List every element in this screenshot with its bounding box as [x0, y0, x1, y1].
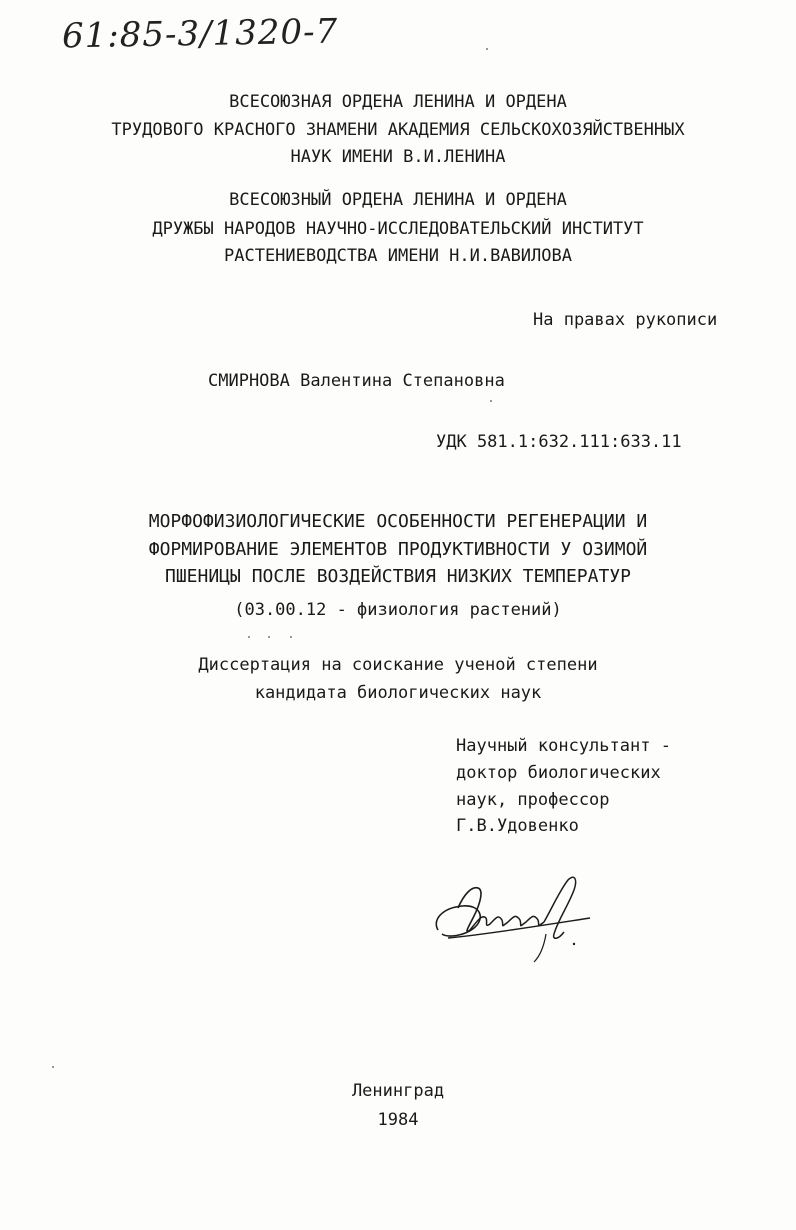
year: 1984 — [377, 1110, 419, 1130]
title-line-2: ФОРМИРОВАНИЕ ЭЛЕМЕНТОВ ПРОДУКТИВНОСТИ У ОЗИМОЙ — [148, 539, 648, 560]
scan-speck — [248, 636, 250, 638]
title-line-1: МОРФОФИЗИОЛОГИЧЕСКИЕ ОСОБЕННОСТИ РЕГЕНЕРАЦИИ И — [148, 511, 648, 532]
title-line-3: ПШЕНИЦЫ ПОСЛЕ ВОЗДЕЙСТВИЯ НИЗКИХ ТЕМПЕРАТУР — [165, 566, 631, 587]
institute-line-2: ДРУЖБЫ НАРОДОВ НАУЧНО-ИССЛЕДОВАТЕЛЬСКИЙ ИНСТИТУТ — [152, 219, 644, 239]
academy-line-3: НАУК ИМЕНИ В.И.ЛЕНИНА — [290, 147, 506, 167]
scan-speck — [290, 636, 292, 638]
signature-image — [428, 868, 598, 968]
udc-code: УДК 581.1:632.111:633.11 — [436, 432, 682, 452]
scan-speck — [486, 48, 488, 50]
institute-line-3: РАСТЕНИЕВОДСТВА ИМЕНИ Н.И.ВАВИЛОВА — [224, 246, 572, 266]
scan-speck — [52, 1066, 54, 1068]
city: Ленинград — [351, 1081, 445, 1101]
scan-speck — [490, 400, 492, 402]
scan-speck — [268, 636, 270, 638]
consultant-line-1: Научный консультант - — [456, 736, 671, 756]
specialty: (03.00.12 - физиология растений) — [234, 600, 562, 620]
institute-line-1: ВСЕСОЮЗНЫЙ ОРДЕНА ЛЕНИНА И ОРДЕНА — [229, 190, 567, 210]
consultant-line-3: наук, профессор — [456, 790, 610, 810]
consultant-line-2: доктор биологических — [456, 763, 661, 783]
archive-code: 61:85-3/1320-7 — [61, 11, 339, 57]
dissertation-line-1: Диссертация на соискание ученой степени — [198, 655, 598, 675]
author-name: СМИРНОВА Валентина Степановна — [208, 371, 505, 391]
academy-line-1: ВСЕСОЮЗНАЯ ОРДЕНА ЛЕНИНА И ОРДЕНА — [229, 92, 567, 112]
manuscript-note: На правах рукописи — [533, 310, 718, 330]
academy-line-2: ТРУДОВОГО КРАСНОГО ЗНАМЕНИ АКАДЕМИЯ СЕЛЬСКОХОЗЯЙСТВЕННЫХ — [111, 120, 685, 140]
consultant-line-4: Г.В.Удовенко — [456, 816, 579, 836]
dissertation-line-2: кандидата биологических наук — [254, 683, 542, 703]
